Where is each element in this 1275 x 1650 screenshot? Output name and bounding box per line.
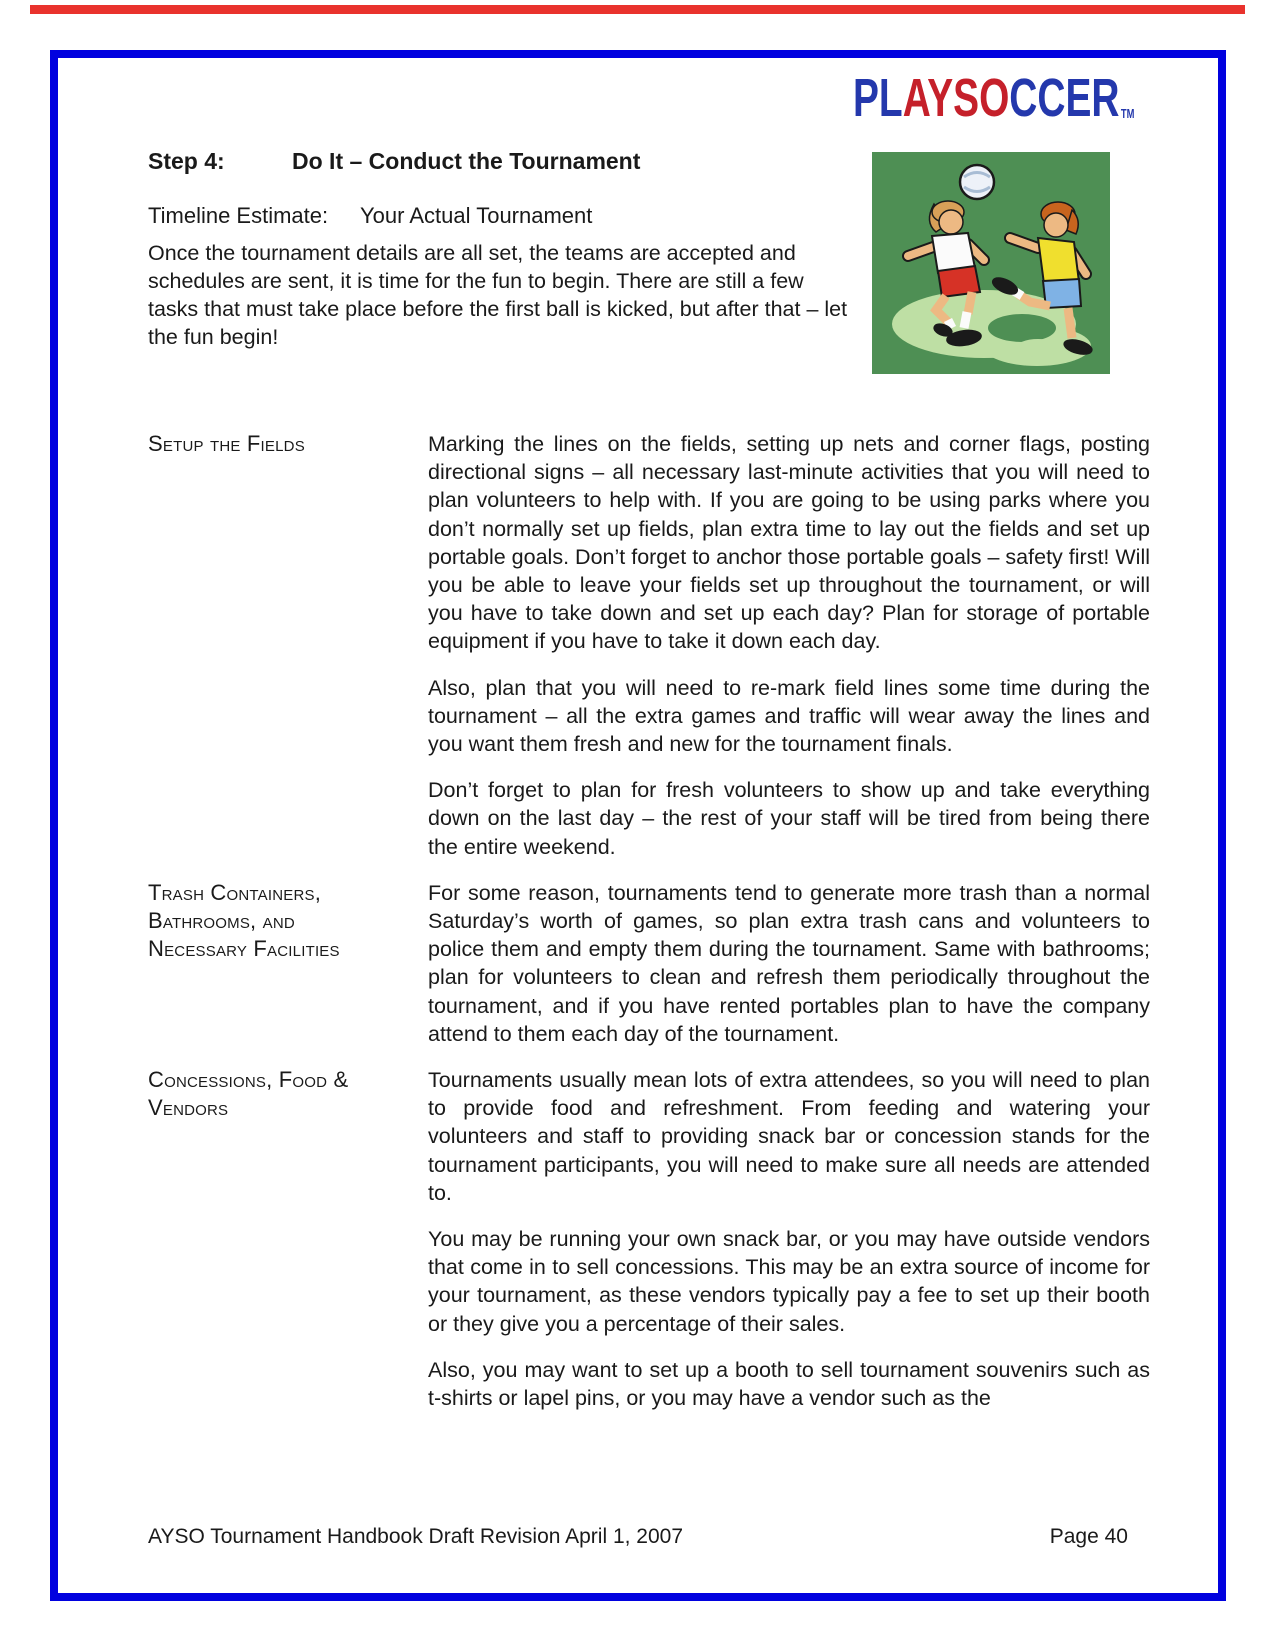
section-label: Setup the Fields <box>148 431 305 456</box>
paragraph: Don’t forget to plan for fresh volunteers to show up and take everything down on the last day – the rest of your staff will be tired from being there the entire weekend. <box>428 778 1150 859</box>
top-red-bar <box>30 5 1245 14</box>
page-footer <box>148 1524 1128 1550</box>
section-body <box>428 430 1150 861</box>
paragraph: Also, you may want to set up a booth to sell tournament souvenirs such as t-shirts or lapel pins, or you may have a vendor such as the <box>428 1357 1150 1411</box>
paragraph: You may be running your own snack bar, or you may have outside vendors that come in to sell concessions. This may be an extra source of income for your tournament, as these vendors typically pay a fee to set up their booth or they give you a percentage of their sales. <box>428 1227 1150 1336</box>
soccer-kids-illustration <box>872 152 1110 374</box>
section-concessions-food-vendors <box>148 1066 1150 1412</box>
section-label: Concessions, Food & Vendors <box>148 1067 349 1121</box>
page-number: Page 40 <box>1049 1525 1128 1548</box>
section-setup-the-fields <box>148 430 1150 861</box>
soccer-ball-icon <box>960 165 994 199</box>
step-title: Do It – Conduct the Tournament <box>292 148 641 174</box>
section-body <box>428 1066 1150 1412</box>
intro-paragraph: Once the tournament details are all set, the teams are accepted and schedules are sent, it is time for the fun to begin. There are still a few tasks that must take place before the first ball is kicked, but after that – let the fun begin! <box>148 241 848 349</box>
soccer-kids-clipart-icon <box>872 152 1110 374</box>
logo-segment-pl: PL <box>853 68 903 128</box>
timeline-value: Your Actual Tournament <box>360 203 593 228</box>
timeline-label: Timeline Estimate: <box>148 203 329 228</box>
paragraph: Also, plan that you will need to re-mark field lines some time during the tournament – all the extra games and traffic will wear away the lines and you want them fresh and new for the tournament finals. <box>428 675 1150 757</box>
logo-segment-ayso: AYSO <box>902 68 1010 128</box>
paragraph: Marking the lines on the fields, setting up nets and corner flags, posting directional signs – all necessary last-minute activities that you will need to plan volunteers to help with. If you are going to be using parks where you don’t normally set up fields, plan extra time to lay out the fields and set up portable goals. Don’t forget to anchor those portable goals – safety first! Will you be able to leave your fields set up throughout the tournament, or will you have to take down and set up each day? Plan for storage of portable equipment if you have to take it down each day. <box>428 432 1150 654</box>
step-number-label: Step 4: <box>148 148 225 174</box>
logo-segment-ccer: CCER <box>1009 68 1120 128</box>
footer-document-title: AYSO Tournament Handbook Draft Revision April 1, 2007 <box>148 1525 684 1548</box>
paragraph: Tournaments usually mean lots of extra attendees, so you will need to plan to provide food and refreshment. From feeding and watering your volunteers and staff to providing snack bar or concession stands for the tournament participants, you will need to make sure all needs are attended to. <box>428 1068 1150 1205</box>
section-trash-containers <box>148 879 1150 1048</box>
section-label: Trash Containers, Bathrooms, and Necessary Facilities <box>148 879 340 962</box>
playsoccer-logo <box>853 70 1133 140</box>
trademark-symbol: TM <box>1120 106 1135 121</box>
section-body <box>428 879 1150 1048</box>
timeline-estimate-row <box>148 202 592 230</box>
paragraph: For some reason, tournaments tend to generate more trash than a normal Saturday’s worth of games, so plan extra trash cans and volunteers to police them and empty them during the tournament. Same with bathrooms; plan for volunteers to clean and refresh them periodically throughout the tournament, and if you have rented portables plan to have the company attend to them each day of the tournament. <box>428 880 1150 1046</box>
content-sections <box>148 430 1150 1430</box>
step-heading <box>148 147 640 175</box>
